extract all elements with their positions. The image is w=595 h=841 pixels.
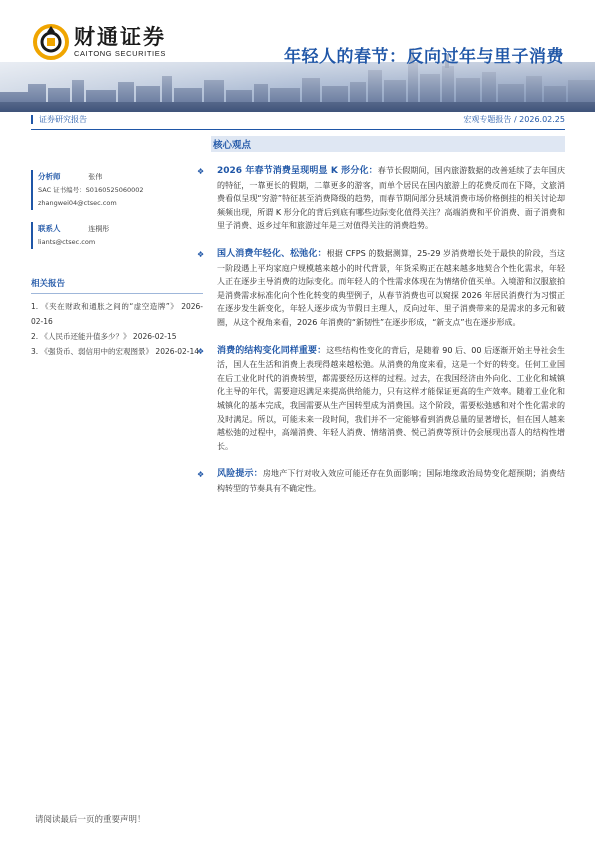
analyst-email[interactable]: zhangwei04@ctsec.com <box>38 199 117 207</box>
diamond-bullet-icon: ❖ <box>197 167 205 176</box>
contact-block <box>31 222 203 249</box>
analyst-name: 张伟 <box>88 173 103 181</box>
core-views-title: 核心观点 <box>213 140 252 151</box>
report-type-label: 证券研究报告 <box>39 115 87 124</box>
logo-english-name: CAITONG SECURITIES <box>74 49 166 58</box>
diamond-bullet-icon: ❖ <box>197 470 205 480</box>
contact-name: 连桐彤 <box>88 225 110 233</box>
report-category-date: 宏观专题报告 / 2026.02.25 <box>463 115 565 124</box>
core-view-item <box>195 344 565 454</box>
related-report-item[interactable]: 2. 《人民币还能升值多少？》 2026-02-15 <box>31 332 177 341</box>
core-view-item <box>195 247 565 330</box>
bullet-text: 根据 CFPS 的数据测算，25-29 岁消费增长处于最快的阶段，当这一阶段遇上平均家庭户规模越来越小的时代背景，年货采购正在越来越多地契合个性化需求，年轻人正在逐步主导消费的边际变化。而年轻人的个性需求体现在为情绪价值买单。入境游和汉服旅拍是消费需求标准化向个性化转变的典型例子，从春节消费也可以窥探 2026 年居民消费行为习惯正在逐步发生新变化，年轻人逐步成为节假日主理人，反向过年、里子消费带来的是需求的多元和破圈，从这个视角来看，2026 年消费的“新韧性”在逐步形成，“新支点”也在逐步形成。 <box>217 248 565 327</box>
logo-mark-icon <box>33 24 69 60</box>
disclaimer-note: 请阅读最后一页的重要声明！ <box>35 815 146 825</box>
contact-email[interactable]: liants@ctsec.com <box>38 238 96 246</box>
contact-label: 联系人 <box>38 224 61 233</box>
logo-chinese-name: 财通证券 <box>74 25 166 49</box>
company-logo <box>33 24 166 60</box>
header-divider <box>31 129 565 130</box>
report-title: 年轻人的春节：反向过年与里子消费 <box>284 47 564 67</box>
diamond-bullet-icon: ❖ <box>197 249 205 259</box>
related-reports-title: 相关报告 <box>31 277 203 294</box>
core-views-list <box>195 164 565 495</box>
main-content <box>197 136 565 509</box>
related-reports-list <box>31 299 203 359</box>
accent-bar <box>31 115 33 124</box>
core-view-item <box>195 164 565 233</box>
bullet-lead: 风险提示： <box>217 469 263 480</box>
bullet-lead: 国人消费年轻化、松弛化： <box>217 248 327 259</box>
analyst-cert: SAC 证书编号：S0160525060002 <box>38 186 144 194</box>
sidebar <box>31 136 203 356</box>
analyst-label: 分析师 <box>38 172 61 181</box>
related-report-item[interactable]: 3. 《强货币、弱信用中的宏观图景》 2026-02-14 <box>31 347 200 356</box>
diamond-bullet-icon: ❖ <box>197 346 205 356</box>
bullet-text: 房地产下行对收入效应可能还存在负面影响；国际地缘政治局势变化超预期；消费结构转型的节奏具有不确定性。 <box>217 469 565 493</box>
bullet-lead: 消费的结构变化同样重要： <box>217 345 327 356</box>
bullet-lead: 2026 年春节消费呈现明显 K 形分化： <box>217 166 378 176</box>
bullet-text: 这些结构性变化的背后，是随着 90 后、00 后逐渐开始主导社会生活，国人在生活和消费上表现得越来越松弛。从消费的角度来看，这是一个好的转变。任何工业国在后工业化时代的消费转型，都需要经历这样的过程。过去，在我国经济由外向化、工业化和城镇化主导的年代，需要迎迟满足来提高供给能力，只有这样才能保证更高的生产效率。随着工业化和城镇化的基本完成，我国需要从生产国转型成为消费国。这个阶段，需要松弛感和对个性化需求的及时满足。所以，可能未来一段时间，我们并不一定能够看到消费总量的显著增长，但在国人越来越松弛的过程中，高端消费、年轻人消费、情绪消费、悦己消费等预计仍会展现出喜人的结构性增长。 <box>217 345 565 451</box>
related-report-item[interactable]: 1. 《夹在财政和通胀之间的“虚空造牌”》 2026-02-16 <box>31 302 203 326</box>
core-view-item <box>195 467 565 495</box>
core-views-header <box>211 136 565 152</box>
bullet-text: 春节长假期间，国内旅游数据的改善延续了去年国庆的特征，一靠更长的假期，二靠更多的游客，而单个居民在国内旅游上的花费反而在下降，文旅消费看似呈现“穷游”特征甚至消费降级的趋势，而春节期间部分县域消费市场价格倒挂的相关讨论却频频出现，所谓 K 形分化的背后到底有哪些边际变化值得关注？高端消费和平价消费、面子消费和里子消费、返乡过年和旅游过年是三对值得关注的消费趋势。 <box>217 166 565 231</box>
subheader-row <box>31 114 565 130</box>
analyst-block <box>31 170 203 210</box>
report-header <box>0 0 595 112</box>
report-type <box>31 114 87 125</box>
